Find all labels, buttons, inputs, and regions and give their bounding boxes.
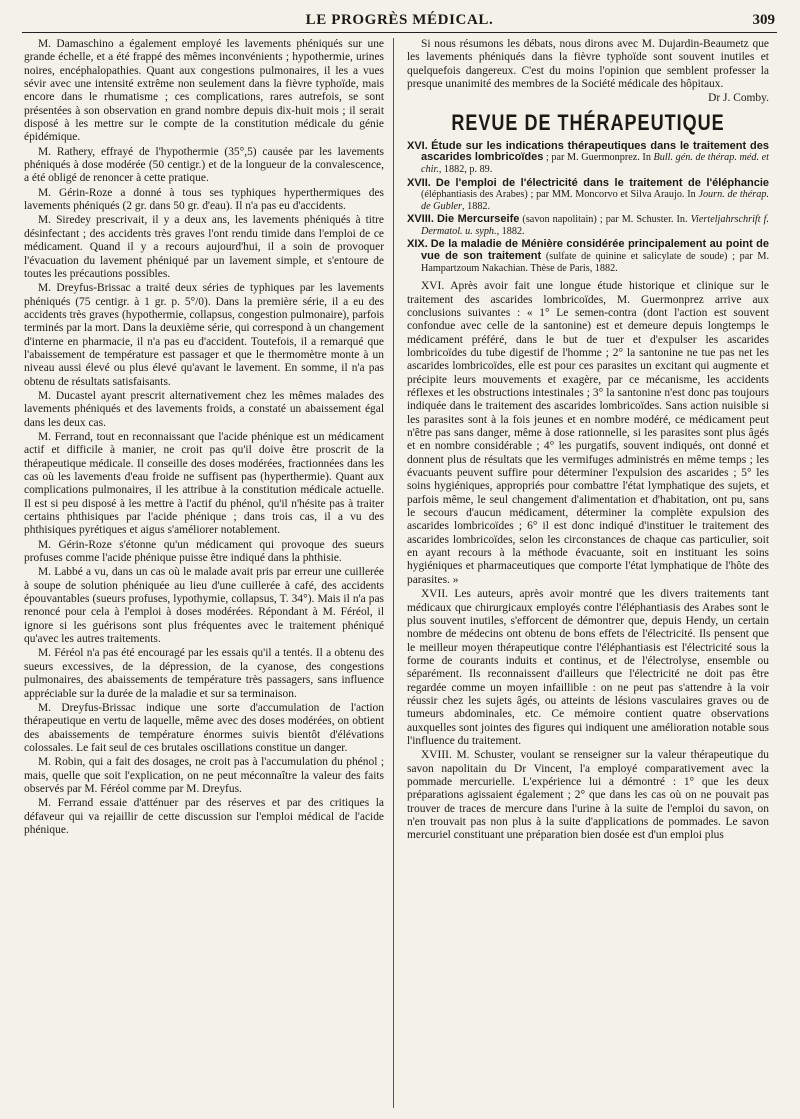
journal-title: LE PROGRÈS MÉDICAL. xyxy=(305,12,494,28)
author-signature: Dr J. Comby. xyxy=(708,92,769,105)
entry-title: Étude sur les indications thérapeutiques dans le traitement des ascarides lombricoïdes xyxy=(421,139,770,164)
entry-title: Die Mercurseife xyxy=(436,213,520,226)
review-entry xyxy=(407,178,769,213)
entry-tail: , 1882. xyxy=(496,225,525,237)
paragraph: XVII. Les auteurs, après avoir montré que les divers traitements tant médicaux que chirurgicaux employés contre l'éléphantiasis des Arabes sont le plus souvent inutiles, s'efforcent de démontrer que, depuis Hendy, un certain nombre de médecins ont obtenu de bons effets de l'électricité. Ils pensent que le meilleur moyen thérapeutique contre l'éléphantiasis est l'électricité sous la forme de courants induits et continus, et de l'électrolyse, ensemble ou séparément. Ils reconnaissent d'ailleurs que l'électricité ne doit pas être regardée comme un moyen infaillible : on ne peut pas s'attendre à la voir réussir chez les sujets âgés, ou atteints de lésions vasculaires graves ou de tumeurs abdominales, etc. Ce mémoire contient quatre observations auxquelles sont jointes des figures qui indiquent une amélioration notable sous l'influence du traitement. xyxy=(407,588,769,747)
paragraph: M. Ferrand essaie d'atténuer par des réserves et par des critiques la défaveur qui va rejaillir de cette discussion sur l'emploi médical de l'acide phénique. xyxy=(24,797,384,836)
review-entry xyxy=(407,141,769,176)
paragraph: M. Gérin-Roze a donné à tous ses typhiques hyperthermiques des lavements phéniqués (2 gr. dans 50 gr. d'eau). Il n'a pas eu d'accidents. xyxy=(24,186,384,213)
entry-title: De l'emploi de l'électricité dans le traitement de l'éléphancie xyxy=(435,176,770,189)
entry-number: XVI. xyxy=(407,139,428,152)
entry-number: XVII. xyxy=(407,176,431,189)
entry-details: (savon napolitain) ; par M. Schuster. In. xyxy=(519,214,691,226)
paragraph: M. Dreyfus-Brissac a traité deux séries de typhiques par les lavements phéniqués (75 centigr. à 1 gr. p. 5°/0). Dans la première série, il a eu des accidents très graves (hypothermie, collapsus, congestion pulmonaire), parfois terminés par la mort. Dans la deuxième série, qui correspond à un changement d'interne en pharmacie, il n'a pas eu d'accident. Toutefois, il a remarqué que l'abaissement de température est passager et que le thermomètre monte à un niveau aussi élevé ou plus élevé qu'avant le lavement. En somme, il n'a pas obtenu de résultats satisfaisants. xyxy=(24,282,384,388)
section-title: REVUE DE THÉRAPEUTIQUE xyxy=(451,109,725,135)
entry-tail: , 1882, p. 89. xyxy=(438,163,493,175)
entry-number: XIX. xyxy=(407,238,428,251)
entry-source: Vierteljahrschrift f. Dermatol. u. syph. xyxy=(421,214,769,237)
entry-number: XVIII. xyxy=(407,213,434,226)
left-column xyxy=(24,38,384,838)
right-column xyxy=(407,38,769,844)
entry-details: (sulfate de quinine et salicylate de soude) ; par M. Hampartzoum Nakachian. Thèse de Paris, 1882. xyxy=(421,251,769,274)
page-header xyxy=(22,6,777,33)
paragraph: M. Ducastel ayant prescrit alternativement chez les mêmes malades des lavements phéniqués et des lavements froids, a constaté un abaissement égal dans les deux cas. xyxy=(24,389,384,429)
paragraph: M. Siredey prescrivait, il y a deux ans, les lavements phéniqués à titre désinfectant ; des accidents très graves l'ont rendu timide dans l'emploi de ce médicament. Quand il y a recours aujourd'hui, il a soin de provoquer l'évacuation du lavement phéniqué par un lavement simple, et s'entoure de toutes les précautions possibles. xyxy=(24,214,384,280)
paragraph: M. Gérin-Roze s'étonne qu'un médicament qui provoque des sueurs profuses comme l'acide phénique puisse être indiqué dans la phthisie. xyxy=(24,538,384,565)
column-divider xyxy=(393,38,394,1108)
review-entry xyxy=(407,239,769,274)
paragraph: M. Ferrand, tout en reconnaissant que l'acide phénique est un médicament actif et difficile à manier, ne croit pas qu'il doive être proscrit de la thérapeutique médicale. Il conseille des doses modérées, fractionnées dans les cas où les lavements d'eau froide ne suffisent pas (hyperthermie). Quant aux complications pulmonaires, il les attribue à la constitution médicale actuelle. Il est si peu disposé à les mettre à l'actif du phénol, qu'il n'hésite pas à traiter certains phthisiques par l'acide phénique ; dans trois cas, il a vu des phthisiques pyrétiques et aigus s'améliorer notablement. xyxy=(24,430,384,537)
paragraph: M. Rathery, effrayé de l'hypothermie (35°,5) causée par les lavements phéniqués à dose modérée (50 centigr.) et de la longueur de la convalescence, a été obligé de renoncer à cette pratique. xyxy=(24,145,384,185)
paragraph: XVIII. M. Schuster, voulant se renseigner sur la valeur thérapeutique du savon napolitain du Dr Vincent, l'a employé comparativement avec la pommade mercurielle. L'expérience lui a démontré : 1° que les deux préparations agissaient également ; 2° que dans les cas où on ne pouvait pas trouver de traces de mercure dans l'urine à la suite de l'emploi du savon, on n'en trouvait pas non plus à la suite d'applications de pommades. Le savon mercuriel constituant une préparation bien dosée est d'un emploi plus xyxy=(407,749,769,842)
paragraph: M. Damaschino a également employé les lavements phéniqués sur une grande échelle, et a été frappé des mêmes inconvénients ; hypothermie, urines noires, encéphalopathies. Quant aux congestions pulmonaires, il les a vues sévir avec une intensité extrême non seulement dans la fièvre typhoïde, mais encore dans le rhumatisme ; ces complications, rares autrefois, se sont présentées à son observation en grand nombre depuis dix-huit mois ; il serait disposé à les mettre sur le compte de la constitution médicale du génie épidémique. xyxy=(24,38,384,144)
summary-paragraph: Si nous résumons les débats, nous dirons avec M. Dujardin-Beaumetz que les lavements phéniqués dans la fièvre typhoïde sont souvent inutiles et quelquefois dangereux. C'est du moins l'opinion que semblent professer la presque unanimité des membres de la Société médicale des hôpitaux. xyxy=(407,38,769,91)
paragraph: M. Robin, qui a fait des dosages, ne croit pas à l'accumulation du phénol ; mais, quelle que soit l'explication, on ne peut méconnaître la valeur des faits observés par M. Féréol comme par M. Dreyfus. xyxy=(24,756,384,795)
entry-source: Journ. de thérap. de Gubler xyxy=(421,189,769,212)
paragraph: M. Dreyfus-Brissac indique une sorte d'accumulation de l'action thérapeutique en vertu de laquelle, même avec des doses modérées, on obtient des abaissements de température énormes suivis bientôt d'élévations colossales. Le fait seul de ces brutales oscillations constitue un danger. xyxy=(24,701,384,754)
entry-title: De la maladie de Ménière considérée principalement au point de vue de son traitement xyxy=(421,238,769,263)
entry-details: (éléphantiasis des Arabes) ; par MM. Moncorvo et Silva Araujo. In xyxy=(421,189,699,201)
entry-details: ; par M. Guermonprez. In xyxy=(543,152,654,164)
entry-tail: , 1882. xyxy=(462,200,491,212)
review-body xyxy=(407,280,769,842)
page-number: 309 xyxy=(752,12,775,28)
entry-source: Bull. gén. de thérap. méd. et chir. xyxy=(421,152,770,175)
paragraph: XVI. Après avoir fait une longue étude historique et clinique sur le traitement des ascarides lombricoïdes, M. Guermonprez arrive aux conclusions suivantes : « 1° Le semen-contra (dont l'action est souvent confondue avec celle de la santonine) est et demeure depuis longtemps le médicament préféré, dans le but de tuer et d'expulser les ascarides lombricoïdes du tube digestif de l'homme ; 2° la santonine ne tue pas net les ascarides lombricoïdes, elle est pour ces parasites un excitant qui augmente et précipite leurs mouvements et exagère, par ce mécanisme, les accidents réflexes et les obstructions intestinales ; 3° la santonine n'est donc pas toujours indiquée dans le traitement des ascarides lombricoïdes. Sans action nuisible si les parasites sont à la fois jeunes et en nombre modéré, ce médicament peut n'être pas sans danger, même à dose rationnelle, si les parasites sont plus âgés et en nombre considérable ; 4° les purgatifs, souvent indiqués, ont donné et donnent plus de résultats que les vermifuges administrés en même temps ; les évacuants peuvent suffire pour déterminer l'expulsion des ascarides ; 5° les soins hygiéniques, appropriés pour combattre l'état lymphatique des sujets, et parfois même, le seul changement d'alimentation et d'habitation, ont pu, sans le secours d'aucun médicament, déterminer la complète expulsion des ascarides lombricoïdes ; 6° il est donc indiqué d'instituer le traitement des ascarides lombricoïdes, selon les circonstances de chaque cas particulier, soit en ayant recours à la méthode évacuante, soit en instituant les soins hygiéniques et pharmaceutiques que comporte l'état lymphatique de l'hôte des parasites. » xyxy=(407,280,769,586)
paragraph: M. Féréol n'a pas été encouragé par les essais qu'il a tentés. Il a obtenu des sueurs excessives, de la dépression, de la cyanose, des congestions pulmonaires, des abaissements de température très passagers, sans influence appréciable sur la durée de la maladie et sur sa terminaison. xyxy=(24,647,384,700)
review-entry xyxy=(407,214,769,237)
paragraph: M. Labbé a vu, dans un cas où le malade avait pris par erreur une cuillerée à soupe de solution phéniquée au lieu d'une cuillerée à café, des accidents épouvantables (sueurs profuses, lypothymie, collapsus, T. 34°). Mais il n'a pas renoncé pour cela à l'emploi à doses modérées. Répondant à M. Féréol, il ignore si les guérisons sont plus fréquentes avec le traitement phéniqué qu'avec les autres traitements. xyxy=(24,566,384,646)
